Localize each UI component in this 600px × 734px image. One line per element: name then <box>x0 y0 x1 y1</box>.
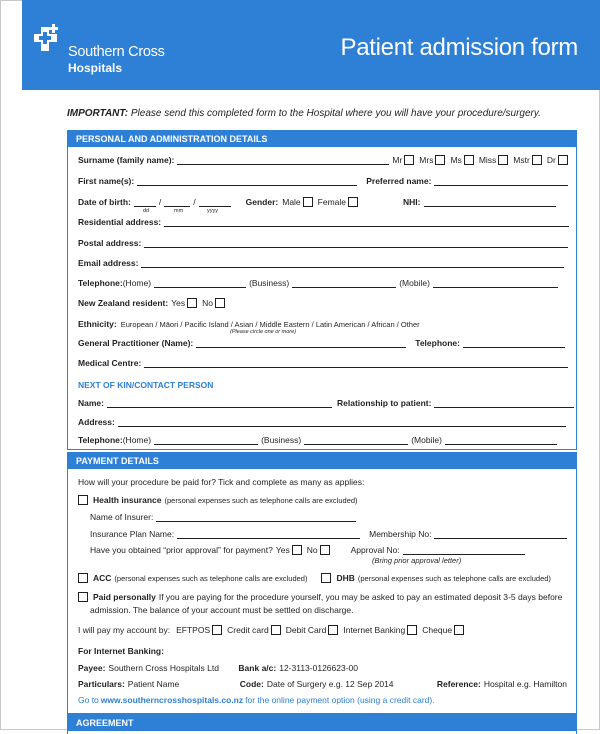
prior-yes-checkbox[interactable] <box>292 545 302 555</box>
website-link[interactable]: www.southerncrosshospitals.co.nz <box>100 695 244 705</box>
telephone-row <box>78 276 561 288</box>
paid-text-line2: admission. The balance of your account must be settled on discharge. <box>90 605 354 615</box>
gender-label: Gender: <box>245 197 279 207</box>
kin-address-field[interactable] <box>118 418 566 427</box>
business-label: (Business) <box>249 278 290 288</box>
page-title: Patient admission form <box>340 34 578 61</box>
acc-dhb-row <box>78 571 551 583</box>
business-phone-field[interactable] <box>292 279 396 288</box>
dob-month-field[interactable] <box>164 198 190 207</box>
acc-note: (personal expenses such as telephone calls are excluded) <box>114 574 308 583</box>
bank-label: Bank a/c: <box>238 663 277 673</box>
prior-approval-label: Have you obtained “prior approval” for payment? <box>90 545 273 555</box>
debit-card-label: Debit Card <box>285 625 327 635</box>
medical-centre-label: Medical Centre: <box>78 358 142 368</box>
pay-method-row <box>78 623 469 635</box>
insurer-field[interactable] <box>156 513 356 522</box>
personal-heading: PERSONAL AND ADMINISTRATION DETAILS <box>68 131 576 147</box>
hospital-cross-logo-icon <box>32 24 60 54</box>
mm-hint: mm <box>174 208 184 214</box>
payee-row <box>78 661 358 673</box>
health-insurance-note: (personal expenses such as telephone calls are excluded) <box>164 496 358 505</box>
payment-heading: PAYMENT DETAILS <box>68 453 576 469</box>
mobile-phone-field[interactable] <box>433 279 558 288</box>
particulars-row <box>78 677 567 689</box>
prior-no-label: No <box>306 545 318 555</box>
first-name-field[interactable] <box>137 177 357 186</box>
preferred-name-field[interactable] <box>434 177 568 186</box>
nz-no-checkbox[interactable] <box>215 298 225 308</box>
ethnicity-label: Ethnicity: <box>78 319 117 329</box>
important-notice <box>67 108 541 119</box>
debit-card-checkbox[interactable] <box>328 625 338 635</box>
email-field[interactable] <box>141 259 564 268</box>
postal-field[interactable] <box>144 239 568 248</box>
payee-label: Payee: <box>78 663 106 673</box>
nhi-label: NHI: <box>403 197 421 207</box>
nhi-field[interactable] <box>424 198 556 207</box>
paid-personally-label: Paid personally <box>93 592 156 602</box>
title-mrs-checkbox[interactable] <box>435 155 445 165</box>
insurer-label: Name of Insurer: <box>90 512 154 522</box>
goto-prefix: Go to <box>78 695 99 705</box>
dhb-note: (personal expenses such as telephone calls are excluded) <box>357 574 551 583</box>
dob-year-field[interactable] <box>199 198 231 207</box>
kin-name-row <box>78 396 577 408</box>
goto-suffix: for the online payment option (using a credit card). <box>245 695 435 705</box>
male-checkbox[interactable] <box>303 197 313 207</box>
kin-mobile-field[interactable] <box>445 436 557 445</box>
ethnicity-note: (Please circle one or more) <box>230 329 297 335</box>
cheque-checkbox[interactable] <box>454 625 464 635</box>
email-row <box>78 256 567 268</box>
kin-name-field[interactable] <box>107 399 332 408</box>
agreement-section <box>67 714 577 734</box>
prior-approval-row <box>90 543 528 555</box>
gp-row <box>78 336 568 348</box>
cheque-label: Cheque <box>422 625 453 635</box>
bank-value: 12-3113-0126623-00 <box>279 663 358 673</box>
reference-value: Hospital e.g. Hamilton <box>483 679 567 689</box>
personal-section <box>67 130 577 450</box>
acc-checkbox[interactable] <box>78 573 88 583</box>
paid-text-line1: If you are paying for the procedure yourself, you may be asked to pay an estimated deposit 3-5 days before <box>158 592 563 602</box>
kin-address-row <box>78 415 569 427</box>
first-name-label: First name(s): <box>78 176 135 186</box>
email-label: Email address: <box>78 258 139 268</box>
male-label: Male <box>282 197 301 207</box>
surname-label: Surname (family name): <box>78 155 175 165</box>
nz-yes-checkbox[interactable] <box>187 298 197 308</box>
nz-yes-label: Yes <box>171 298 186 308</box>
health-insurance-row <box>78 493 358 505</box>
female-label: Female <box>317 197 347 207</box>
yyyy-hint: yyyy <box>207 208 218 214</box>
title-ms-checkbox[interactable] <box>464 155 474 165</box>
relationship-field[interactable] <box>434 399 574 408</box>
eftpos-label: EFTPOS <box>176 625 211 635</box>
home-label: (Home) <box>122 278 152 288</box>
important-text: Please send this completed form to the Hospital where you will have your procedure/surgery. <box>130 108 541 119</box>
surname-row <box>78 153 573 165</box>
mobile-label: (Mobile) <box>399 278 430 288</box>
particulars-value: Patient Name <box>127 679 180 689</box>
internet-banking-heading: For Internet Banking: <box>78 646 164 656</box>
particulars-label: Particulars: <box>78 679 125 689</box>
first-name-row <box>78 174 571 186</box>
dhb-label: DHB <box>336 573 355 583</box>
relationship-label: Relationship to patient: <box>336 398 432 408</box>
header-banner <box>22 0 600 90</box>
health-insurance-checkbox[interactable] <box>78 495 88 505</box>
dob-label: Date of birth: <box>78 197 131 207</box>
medical-centre-field[interactable] <box>144 359 568 368</box>
dd-hint: dd <box>143 208 150 214</box>
payment-question: How will your procedure be paid for? Tick and complete as many as applies: <box>78 477 365 487</box>
surname-field[interactable] <box>177 156 389 165</box>
membership-field[interactable] <box>434 530 567 539</box>
insurer-row <box>90 510 359 522</box>
internet-banking-checkbox[interactable] <box>407 625 417 635</box>
payment-section <box>67 452 577 714</box>
nz-no-label: No <box>202 298 213 308</box>
female-checkbox[interactable] <box>348 197 358 207</box>
membership-label: Membership No: <box>369 529 432 539</box>
kin-business-label: (Business) <box>261 435 302 445</box>
approval-no-label: Approval No: <box>350 545 400 555</box>
nz-resident-label: New Zealand resident: <box>78 298 169 308</box>
gp-label: General Practitioner (Name): <box>78 338 194 348</box>
online-payment-row <box>78 693 435 705</box>
kin-address-label: Address: <box>78 417 115 427</box>
kin-home-field[interactable] <box>154 436 258 445</box>
important-label: IMPORTANT: <box>67 108 129 119</box>
title-mrs-label: Mrs <box>419 155 434 165</box>
gp-name-field[interactable] <box>196 339 406 348</box>
residential-label: Residential address: <box>78 217 162 227</box>
credit-card-checkbox[interactable] <box>271 625 281 635</box>
postal-label: Postal address: <box>78 238 142 248</box>
ethnicity-row <box>78 317 420 329</box>
plan-row <box>90 527 570 539</box>
kin-business-field[interactable] <box>304 436 408 445</box>
plan-field[interactable] <box>177 530 360 539</box>
kin-heading: NEXT OF KIN/CONTACT PERSON <box>78 380 214 390</box>
pay-by-label: I will pay my account by: <box>78 625 171 635</box>
telephone-label: Telephone: <box>78 278 123 288</box>
paid-personally-row <box>78 590 562 602</box>
acc-label: ACC <box>93 573 112 583</box>
residential-field[interactable] <box>164 218 569 227</box>
kin-mobile-label: (Mobile) <box>411 435 442 445</box>
nz-resident-row <box>78 296 230 308</box>
kin-telephone-row <box>78 433 560 445</box>
title-mr-checkbox[interactable] <box>404 155 414 165</box>
title-mstr-checkbox[interactable] <box>532 155 542 165</box>
title-mstr-label: Mstr <box>513 155 530 165</box>
title-miss-label: Miss <box>478 155 497 165</box>
title-miss-checkbox[interactable] <box>498 155 508 165</box>
reference-label: Reference: <box>436 679 481 689</box>
payee-value: Southern Cross Hospitals Ltd <box>108 663 219 673</box>
ethnicity-options[interactable]: European / Māori / Pacific Island / Asian / Middle Eastern / Latin American / African / Other <box>120 320 420 329</box>
credit-card-label: Credit card <box>227 625 269 635</box>
home-phone-field[interactable] <box>154 279 246 288</box>
dob-day-field[interactable] <box>134 198 156 207</box>
internet-banking-label: Internet Banking <box>343 625 406 635</box>
medical-centre-row <box>78 356 571 368</box>
dhb-checkbox[interactable] <box>321 573 331 583</box>
gp-telephone-label: Telephone: <box>415 338 460 348</box>
brand-subtitle: Hospitals <box>68 61 123 75</box>
code-value: Date of Surgery e.g. 12 Sep 2014 <box>266 679 394 689</box>
preferred-name-label: Preferred name: <box>366 176 432 186</box>
kin-home-label: (Home) <box>122 435 152 445</box>
agreement-heading: AGREEMENT <box>68 715 576 731</box>
title-dr-checkbox[interactable] <box>558 155 568 165</box>
kin-name-label: Name: <box>78 398 104 408</box>
title-ms-label: Ms <box>450 155 462 165</box>
approval-note: (Bring prior approval letter) <box>372 556 462 565</box>
approval-no-field[interactable] <box>403 546 525 555</box>
residential-row <box>78 215 572 227</box>
health-insurance-label: Health insurance <box>93 495 162 505</box>
kin-telephone-label: Telephone: <box>78 435 123 445</box>
eftpos-checkbox[interactable] <box>212 625 222 635</box>
code-label: Code: <box>239 679 264 689</box>
brand-name: Southern Cross <box>68 44 165 60</box>
title-mr-label: Mr <box>392 155 403 165</box>
dob-row: Date of birth: / / Gender: Male Female NHI: <box>78 195 559 207</box>
prior-yes-label: Yes <box>275 545 290 555</box>
plan-label: Insurance Plan Name: <box>90 529 175 539</box>
paid-personally-checkbox[interactable] <box>78 592 88 602</box>
title-dr-label: Dr <box>546 155 556 165</box>
postal-row <box>78 236 571 248</box>
prior-no-checkbox[interactable] <box>320 545 330 555</box>
gp-telephone-field[interactable] <box>463 339 565 348</box>
